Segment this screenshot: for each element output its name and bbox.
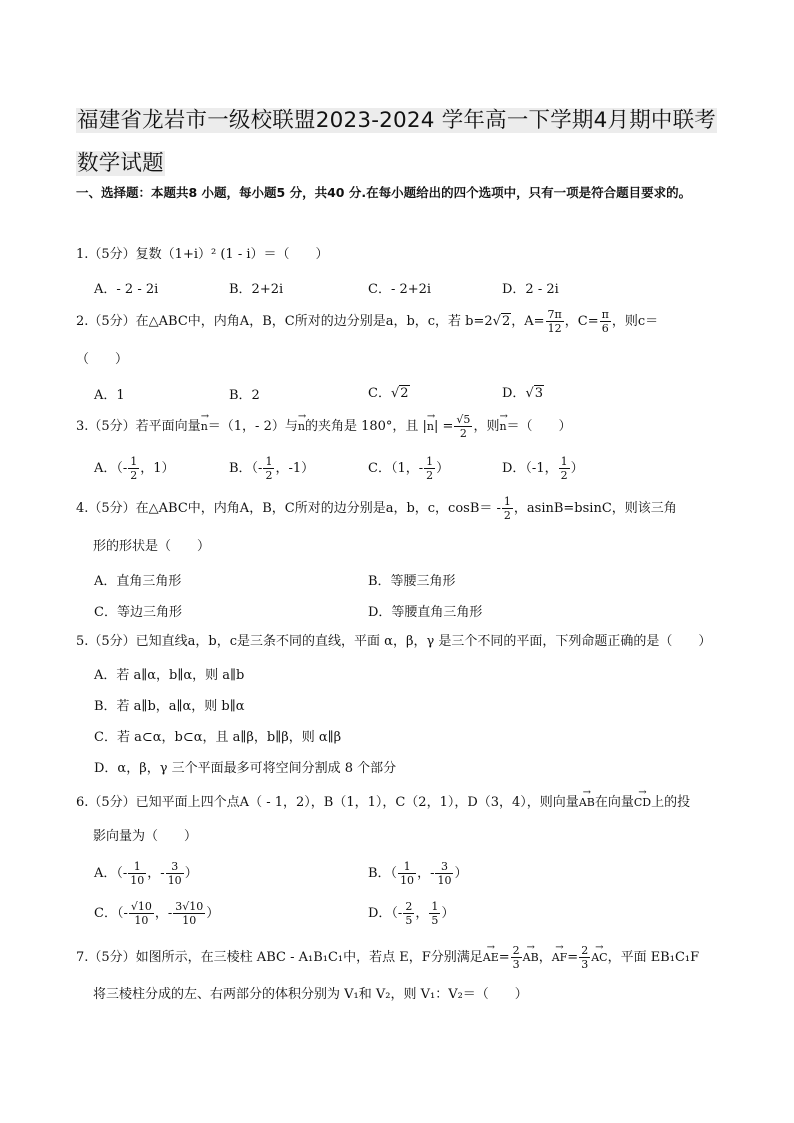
q2-sqrt: √2 [492,314,511,329]
vector-cd: → CD [634,788,651,818]
q4-option-b: B．等腰三角形 [368,574,456,589]
q4-option-d: D．等腰直角三角形 [368,605,483,620]
question-6-line2: 影向量为（ ） [93,829,198,844]
q1-option-a: A．- 2 - 2i [94,282,159,297]
q5-option-a: A．若 a∥α，b∥α，则 a∥b [94,668,245,683]
question-7-line2: 将三棱柱分成的左、右两部分的体积分别为 V₁和 V₂，则 V₁：V₂＝（ ） [93,987,528,1002]
q2-c-label: ，C= [564,314,599,329]
vector-ac: → AC [591,943,607,973]
q2-option-b: B．2 [229,388,260,403]
vector-af: → AF [552,943,568,973]
vector-ae: → AE [483,943,499,973]
q2-angle-a-fraction: $\frac{7\pi}{12}$ [547,308,562,335]
vector-n: → n [298,412,305,442]
question-4-line2: 形的形状是（ ） [93,539,211,554]
q6-option-c: C．（- $\frac{√10}{10}$ ，- $\frac{3√10}{10}$ ） [94,900,220,927]
question-5-stem: 5.（5分）已知直线a，b，c是三条不同的直线，平面 α，β，γ 是三个不同的平面，下列命题正确的是（ ） [76,634,712,649]
q2-paren: （ ） [76,352,129,367]
q3-option-a: A．（- $\frac{1}{2}$ ，1） [94,455,175,482]
q6-option-a: A．（- $\frac{1}{10}$ ，- $\frac{3}{10}$ ） [94,860,198,887]
q7-fraction-1: $\frac{2}{3}$ [512,944,520,971]
question-4-stem: 4.（5分）在△ABC中，内角A，B，C所对的边分别是a，b，c，cosB＝ - $\frac{1}{2}$ ，asinB=bsinC，则该三角 [76,495,677,522]
q2-option-d: D．√3 [502,386,544,401]
q5-option-c: C．若 a⊂α，b⊂α，且 a∥β，b∥β，则 α∥β [94,730,342,745]
q2-suffix: ，则c＝ [611,314,659,329]
q1-option-d: D．2 - 2i [502,282,559,297]
q6-option-d: D．（- $\frac{2}{5}$ ， $\frac{1}{5}$ ） [368,900,455,927]
q3-option-c: C．（1，- $\frac{1}{2}$ ） [368,455,450,482]
q4-cosb-fraction: $\frac{1}{2}$ [503,495,511,522]
question-6-stem: 6.（5分）已知平面上四个点A（ - 1，2），B（1，1），C（2，1），D（3，4），则向量→ AB在向量→ CD上的投 [76,788,724,818]
question-3-stem: 3.（5分）若平面向量→ n＝（1，- 2）与→ n的夹角是 180°，且 |→ n| = $\frac{√5}{2}$ ，则→ n＝（ ） [76,412,724,442]
q3-option-d: D．（-1， $\frac{1}{2}$ ） [502,455,584,482]
vector-n: → n [499,412,506,442]
question-7-stem: 7.（5分）如图所示，在三棱柱 ABC - A₁B₁C₁中，若点 E，F分别满足→ AE= $\frac{2}{3}$ → AB，→ AF= $\frac{2}{3}$ → AC，平面 EB₁C₁F [76,943,724,973]
q1-option-b: B．2+2i [229,282,284,297]
q4-option-c: C．等边三角形 [94,605,182,620]
q2-option-c: C．√2 [368,386,409,401]
section-heading: 一、选择题：本题共8 小题，每小题5 分，共40 分.在每小题给出的四个选项中，只有一项是符合题目要求的。 [76,185,692,200]
exam-title-line1: 福建省龙岩市一级校联盟2023-2024 学年高一下学期4月期中联考 [77,108,717,133]
vector-n: → n [427,412,434,442]
q5-option-d: D．α，β，γ 三个平面最多可将空间分割成 8 个部分 [94,761,397,776]
q2-a-label: ，A= [511,314,545,329]
q6-option-b: B．（ $\frac{1}{10}$ ，- $\frac{3}{10}$ ） [368,860,468,887]
q2-angle-c-fraction: $\frac{\pi}{6}$ [601,308,609,335]
q2-option-a: A．1 [94,388,125,403]
question-2-stem [76,307,724,337]
vector-n: → n [201,412,208,442]
question-1-stem: 1.（5分）复数（1+i）² (1 - i）＝（ ） [76,247,329,262]
q2-prefix: 2.（5分）在△ABC中，内角A，B，C所对的边分别是a，b，c，若 b=2 [76,314,493,329]
exam-title-line2: 数学试题 [77,151,164,176]
q1-option-c: C．- 2+2i [368,282,432,297]
q3-option-b: B．（- $\frac{1}{2}$ ，-1） [229,455,315,482]
q5-option-b: B．若 a∥b，a∥α，则 b∥α [94,699,245,714]
vector-ab: → AB [523,943,539,973]
q3-norm-fraction: $\frac{√5}{2}$ [456,413,471,440]
q4-option-a: A．直角三角形 [94,574,182,589]
vector-ab: → AB [579,788,595,818]
q7-fraction-2: $\frac{2}{3}$ [581,944,589,971]
